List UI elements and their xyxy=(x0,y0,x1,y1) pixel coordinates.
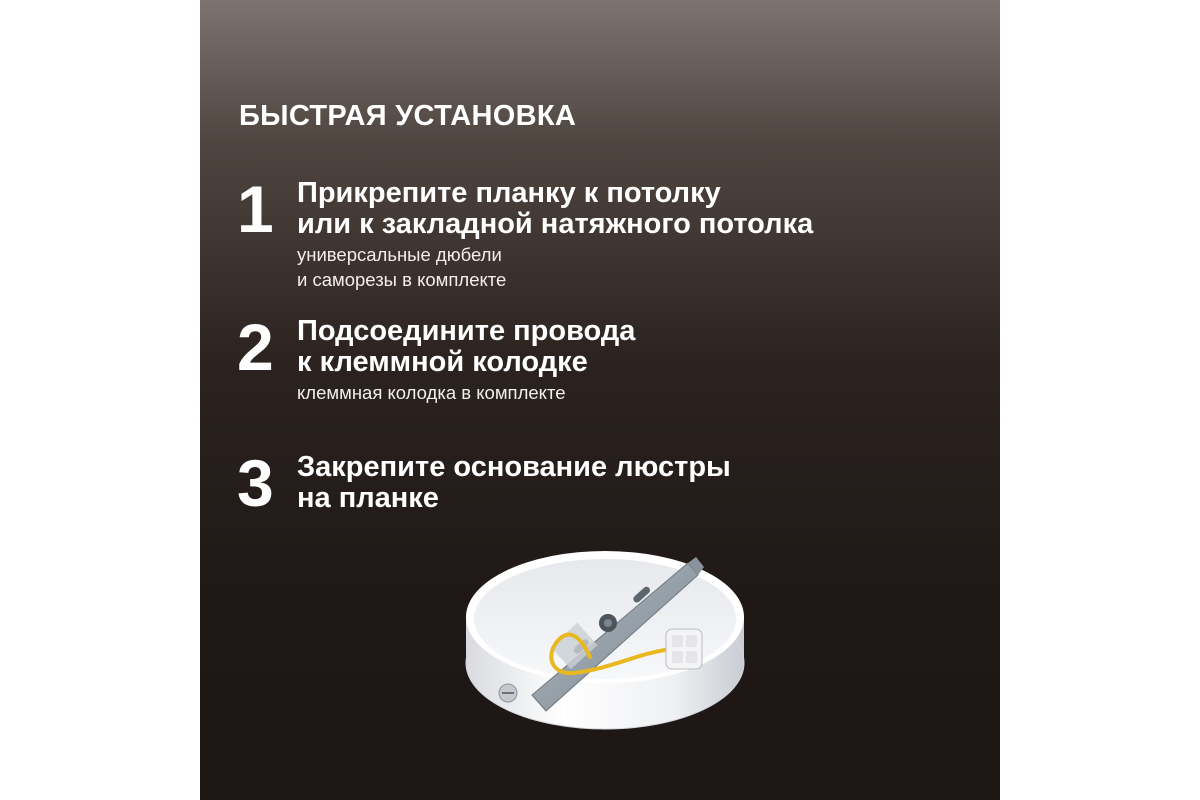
step-content xyxy=(297,452,937,514)
step-title-line: Подсоедините провода xyxy=(297,315,636,347)
step-subtitle-line: и саморезы в комплекте xyxy=(297,269,507,290)
installation-panel xyxy=(200,0,1000,800)
ceiling-mount-base-image xyxy=(460,545,750,745)
step-content xyxy=(297,178,937,292)
step-title-line: Закрепите основание люстры xyxy=(297,451,731,483)
page-title: БЫСТРАЯ УСТАНОВКА xyxy=(239,100,577,132)
step-subtitle xyxy=(297,242,937,292)
terminal-block xyxy=(666,629,702,669)
step-number: 2 xyxy=(237,310,274,384)
step-title-line: к клеммной колодке xyxy=(297,346,588,378)
step-title-line: или к закладной натяжного потолка xyxy=(297,208,814,240)
step-title-line: Прикрепите планку к потолку xyxy=(297,177,721,209)
step-content xyxy=(297,316,937,405)
step-title xyxy=(297,178,937,240)
step-subtitle xyxy=(297,380,937,405)
step-title xyxy=(297,452,937,514)
step-title xyxy=(297,316,937,378)
step-subtitle-line: универсальные дюбели xyxy=(297,244,502,265)
step-title-line: на планке xyxy=(297,482,439,514)
step-number: 1 xyxy=(237,172,274,246)
step-number: 3 xyxy=(237,446,274,520)
step-subtitle-line: клеммная колодка в комплекте xyxy=(297,382,566,403)
